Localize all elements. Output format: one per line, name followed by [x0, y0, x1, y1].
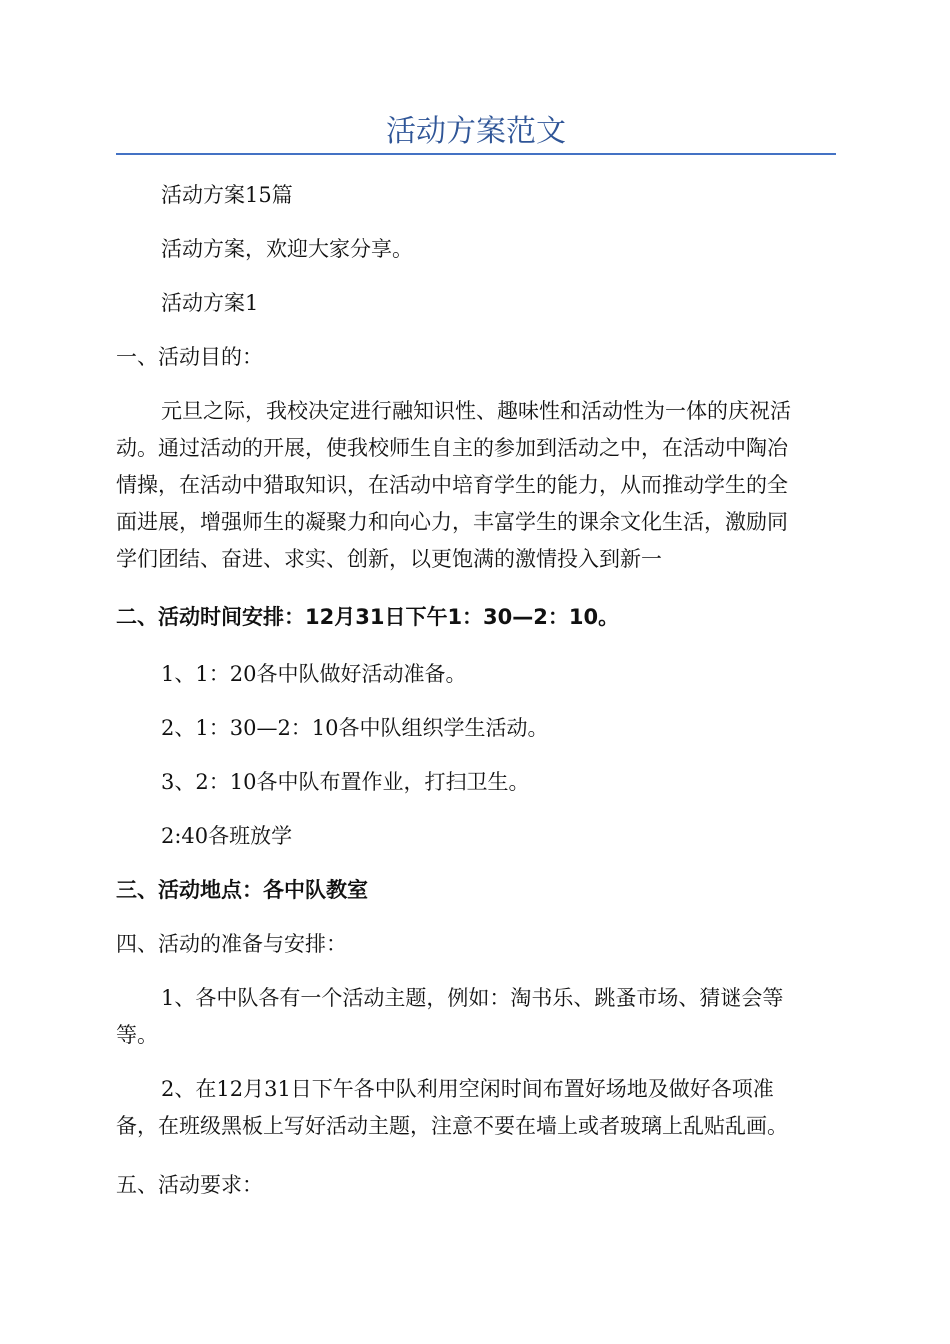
purpose-line: 元旦之际，我校决定进行融知识性、趣味性和活动性为一体的庆祝活 — [161, 399, 791, 423]
document-title: 活动方案范文 — [386, 114, 566, 149]
purpose-line: 动。通过活动的开展，使我校师生自主的参加到活动之中，在活动中陶冶 — [116, 436, 788, 460]
purpose-line: 学们团结、奋进、求实、创新，以更饱满的激情投入到新一 — [116, 547, 662, 571]
preparation-item-2 — [116, 1071, 836, 1145]
preparation-item-1 — [116, 980, 836, 1054]
section-heading-time: 二、活动时间安排：12月31日下午1：30—2：10。 — [116, 605, 620, 629]
schedule-item: 2、1：30—2：10各中队组织学生活动。 — [161, 716, 549, 740]
preparation-line: 备，在班级黑板上写好活动主题，注意不要在墙上或者玻璃上乱贴乱画。 — [116, 1114, 788, 1138]
paragraph-intro: 活动方案，欢迎大家分享。 — [161, 237, 413, 261]
section-heading-location: 三、活动地点：各中队教室 — [116, 878, 368, 902]
purpose-paragraph — [116, 393, 836, 578]
schedule-item: 1、1：20各中队做好活动准备。 — [161, 662, 467, 686]
section-heading-requirements: 五、活动要求： — [116, 1173, 263, 1197]
preparation-line: 1、各中队各有一个活动主题，例如：淘书乐、跳蚤市场、猜谜会等 — [161, 986, 784, 1010]
title-underline — [116, 153, 836, 155]
paragraph-subtitle: 活动方案15篇 — [161, 183, 293, 207]
purpose-line: 面进展，增强师生的凝聚力和向心力，丰富学生的课余文化生活，激励同 — [116, 510, 788, 534]
purpose-line: 情操，在活动中猎取知识，在活动中培育学生的能力，从而推动学生的全 — [116, 473, 788, 497]
preparation-line: 2、在12月31日下午各中队利用空闲时间布置好场地及做好各项准 — [161, 1077, 774, 1101]
preparation-line: 等。 — [116, 1023, 158, 1047]
section-heading-purpose: 一、活动目的： — [116, 345, 263, 369]
section-heading-preparation: 四、活动的准备与安排： — [116, 932, 347, 956]
paragraph-plan-number: 活动方案1 — [161, 291, 259, 315]
schedule-item: 3、2：10各中队布置作业，打扫卫生。 — [161, 770, 530, 794]
schedule-item: 2:40各班放学 — [161, 824, 293, 848]
